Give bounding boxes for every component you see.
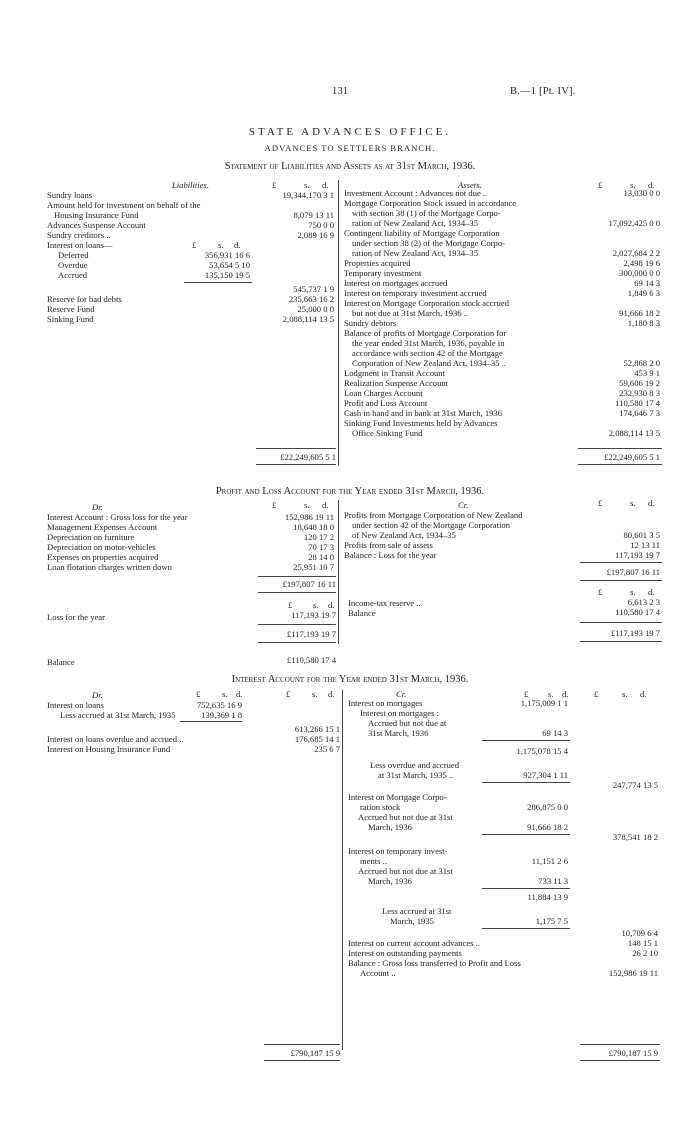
sub-lsd-shilling: s. [548, 689, 554, 699]
liability-amount: 25,000 0 0 [297, 304, 334, 314]
interest-overdue-label: Interest on loans overdue and accrued .. [47, 734, 184, 744]
asset-amount: 110,580 17 4 [615, 398, 660, 408]
total-rule-bottom [580, 641, 662, 642]
assets-heading: Assets. [458, 180, 482, 190]
debit-label: Management Expenses Account [47, 522, 158, 532]
lsd-pound-right: £ [598, 587, 603, 597]
temporary-less-amount: 1,175 7 5 [535, 916, 568, 926]
subtotal-rule [482, 782, 570, 783]
asset-label: Mortgage Corporation Stock issued in accordance [344, 198, 517, 208]
lsd-shilling-left: s. [304, 500, 310, 510]
interest-credit-total: £790,187 15 9 [608, 1048, 658, 1058]
current-account-label: Interest on current account advances .. [348, 938, 480, 948]
total-rule-top [580, 622, 662, 623]
total-rule-top [264, 1044, 340, 1045]
asset-label: Cash in hand and in bank at 31st March, 1936 [344, 408, 503, 418]
asset-amount: 69 14 3 [634, 278, 660, 288]
current-account-amount: 148 15 1 [627, 938, 658, 948]
liability-label: Sundry loans [47, 190, 93, 200]
accrued-label: Accrued but not due at [368, 718, 447, 728]
branch-title: ADVANCES TO SETTLERS BRANCH. [264, 143, 436, 153]
liability-label: Amount held for investment on behalf of the [47, 200, 201, 210]
sub-lsd-pound: £ [192, 240, 197, 250]
liability-label: Reserve for bad debts [47, 294, 122, 304]
liability-amount: 545,737 1 9 [293, 284, 334, 294]
lsd-pound-right: £ [598, 498, 603, 508]
asset-label: accordance with section 42 of the Mortgage [352, 348, 503, 358]
loss-total: £117,193 19 7 [286, 629, 336, 639]
lsd-shilling-left: s. [312, 689, 318, 699]
asset-amount: 2,027,684 2 2 [612, 248, 660, 258]
interest-debit-total: £790,187 15 9 [290, 1048, 340, 1058]
outstanding-payments-label: Interest on outstanding payments [348, 948, 462, 958]
total-rule-top [256, 448, 336, 449]
gross-loss-amount: 152,986 19 11 [608, 968, 658, 978]
total-rule-bottom [580, 1060, 660, 1061]
sub-lsd-pound: £ [524, 689, 529, 699]
debit-amount: 28 14 0 [308, 552, 334, 562]
interest-overdue-amount: 176,685 14 1 [294, 734, 340, 744]
liability-label: Accrued [58, 270, 88, 280]
liability-amount: 235,663 16 2 [288, 294, 334, 304]
subtotal-rule [482, 888, 570, 889]
lsd-pence-right: d. [648, 587, 655, 597]
subtotal-rule [180, 721, 242, 722]
debit-label: Interest Account : Gross loss for the year [47, 512, 188, 522]
debit-amount: 152,986 19 11 [284, 512, 334, 522]
temporary-accrued-date: March, 1936 [368, 876, 412, 886]
asset-label: under section 38 (2) of the Mortgage Corpo- [352, 238, 505, 248]
balance-sheet-divider [338, 180, 339, 466]
dr-heading: Dr. [92, 690, 103, 700]
lsd-shilling-left: s. [304, 180, 310, 190]
temporary-sum: 11,884 13 9 [527, 892, 568, 902]
lsd-pence-left: d. [322, 180, 329, 190]
asset-amount: 300,000 0 0 [619, 268, 660, 278]
interest-mortgages-label: Interest on mortgages [348, 698, 423, 708]
debit-amount: 18,648 18 0 [293, 522, 334, 532]
lsd-shilling-right: s. [630, 180, 636, 190]
asset-amount: 232,930 8 3 [619, 388, 660, 398]
debit-amount: 120 17 2 [303, 532, 334, 542]
cr-heading: Cr. [396, 689, 407, 699]
lsd-pound-right: £ [598, 180, 603, 190]
asset-amount: 13,030 0 0 [623, 188, 660, 198]
profit-loss-credit-total: £197,807 16 11 [606, 567, 660, 577]
lsd-shilling-right: s. [630, 498, 636, 508]
profit-loss-title: Profit and Loss Account for the Year ended 31st March, 1936. [215, 486, 485, 497]
cr-heading: Cr. [458, 500, 469, 510]
credit-amount: 12 13 11 [630, 540, 660, 550]
mortgage-corp-accrued-date: March, 1936 [368, 822, 412, 832]
debit-label: Loan flotation charges written down [47, 562, 172, 572]
liability-amount: 8,079 13 11 [293, 210, 334, 220]
total-rule-top [580, 562, 662, 563]
sub-lsd-shilling: s. [222, 689, 228, 699]
total-rule-top [580, 1044, 660, 1045]
income-tax-reserve-amount: 6,613 2 3 [627, 597, 660, 607]
total-rule-bottom [258, 592, 336, 593]
interest-account-title: Interest Account for the Year ended 31st March, 1936. [231, 674, 469, 685]
outstanding-payments-amount: 26 2 10 [632, 948, 658, 958]
total-rule-top [258, 576, 336, 577]
asset-label: Balance of profits of Mortgage Corporation for [344, 328, 507, 338]
temporary-investments-label-2: ments .. [360, 856, 387, 866]
office-title: STATE ADVANCES OFFICE. [248, 126, 452, 138]
sub-lsd-pence: d. [562, 689, 569, 699]
credit-label: Balance : Loss for the year [344, 550, 437, 560]
asset-label: Realization Suspense Account [344, 378, 449, 388]
sub-lsd-pence: d. [236, 689, 243, 699]
temporary-accrued-label: Accrued but not due at 31st [358, 866, 453, 876]
lsd-pence-left: d. [322, 500, 329, 510]
credit-label: of New Zealand Act, 1934–35 [352, 530, 456, 540]
assets-total: £22,249,605 5 1 [604, 452, 660, 462]
mortgage-interest-label: Interest on mortgages : [360, 708, 439, 718]
asset-amount: 174,646 7 3 [619, 408, 660, 418]
credit-amount: 80,601 3 5 [623, 530, 660, 540]
mortgages-net: 247,774 13 5 [612, 780, 658, 790]
liabilities-heading: Liabilities. [172, 180, 210, 190]
temporary-net: 10,709 6 4 [621, 928, 658, 938]
temporary-less-label: Less accrued at 31st [382, 906, 452, 916]
final-balance-amount: £110,580 17 4 [286, 655, 336, 665]
income-tax-reserve-label: Income-tax reserve .. [348, 598, 421, 608]
liability-amount: 2,088,114 13 5 [282, 314, 334, 324]
liability-label: Advances Suspense Account [47, 220, 146, 230]
liability-label: Interest on loans— [47, 240, 113, 250]
sub-lsd-shilling: s. [218, 240, 224, 250]
asset-label: Lodgment in Transit Account [344, 368, 445, 378]
less-overdue-date: at 31st March, 1935 .. [378, 770, 454, 780]
liability-label: Overdue [58, 260, 88, 270]
asset-label: ration of New Zealand Act, 1934–35 [352, 248, 479, 258]
asset-label: Profit and Loss Account [344, 398, 428, 408]
total-rule-bottom [264, 1060, 340, 1061]
lsd-pound-left: £ [272, 180, 277, 190]
lsd-pound-left: £ [286, 689, 291, 699]
asset-label: Investment Account : Advances not due .. [344, 188, 488, 198]
statement-title: Statement of Liabilities and Assets as at 31st March, 1936. [224, 161, 476, 172]
liability-sub-amount: 53,654 5 10 [209, 260, 250, 270]
asset-label: Interest on Mortgage Corporation stock accrued [344, 298, 509, 308]
lsd-pence-left: d. [328, 600, 335, 610]
temporary-investments-amount: 11,151 2 6 [531, 856, 568, 866]
total-rule-top [258, 624, 336, 625]
liability-amount: 750 0 0 [308, 220, 334, 230]
profit-loss-divider [338, 500, 339, 644]
interest-mortgages-amount: 1,175,009 1 1 [520, 698, 568, 708]
credit-label: Profits from sale of assets [344, 540, 433, 550]
page-number: 131 [332, 86, 349, 97]
debit-label: Expenses on properties acquired [47, 552, 159, 562]
lsd-shilling-left: s. [313, 600, 319, 610]
mortgage-corp-label: Interest on Mortgage Corpo- [348, 792, 447, 802]
asset-label: Sundry debtors [344, 318, 397, 328]
asset-label: Corporation of New Zealand Act, 1934–35 .. [352, 358, 506, 368]
asset-amount: 59,606 19 2 [619, 378, 660, 388]
credit-label: Profits from Mortgage Corporation of New Zealand [344, 510, 523, 520]
asset-label: Properties acquired [344, 258, 411, 268]
asset-amount: 1,180 8 3 [627, 318, 660, 328]
liability-label: Housing Insurance Fund [54, 210, 139, 220]
asset-label: Office Sinking Fund [352, 428, 423, 438]
total-rule-top [578, 448, 662, 449]
mortgage-corp-amount: 286,875 0 0 [527, 802, 568, 812]
interest-on-loans-label: Interest on loans [47, 700, 104, 710]
asset-amount: 1,849 6 3 [627, 288, 660, 298]
accrued-amount: 69 14 3 [542, 728, 568, 738]
subtotal-rule [482, 834, 570, 835]
asset-label: Loan Charges Account [344, 388, 423, 398]
dr-heading: Dr. [92, 502, 103, 512]
net-interest-on-loans: 613,266 15 1 [294, 724, 340, 734]
lsd-pence-right: d. [648, 498, 655, 508]
asset-label: with section 38 (1) of the Mortgage Corpo- [352, 208, 501, 218]
asset-label: Interest on temporary investment accrued [344, 288, 487, 298]
credit-amount: 117,193 19 7 [615, 550, 660, 560]
loss-for-year-label: Loss for the year [47, 612, 105, 622]
interest-housing-amount: 235 6 7 [314, 744, 340, 754]
final-balance-label: Balance [47, 657, 75, 667]
asset-label: Interest on mortgages accrued [344, 278, 448, 288]
interest-housing-label: Interest on Housing Insurance Fund [47, 744, 171, 754]
asset-label: Temporary investment [344, 268, 422, 278]
asset-amount: 2,498 19 6 [623, 258, 660, 268]
sub-lsd-pound: £ [196, 689, 201, 699]
less-overdue-label: Less overdue and accrued [370, 760, 459, 770]
lsd-pound-left: £ [272, 500, 277, 510]
temporary-investments-label: Interest on temporary invest- [348, 846, 448, 856]
document-reference: B.—1 [Pt. IV]. [510, 86, 576, 97]
mortgages-sum: 1,175,078 15 4 [516, 746, 568, 756]
lsd-pence-right: d. [640, 689, 647, 699]
subtotal-rule [482, 928, 570, 929]
debit-label: Depreciation on motor-vehicles [47, 542, 156, 552]
asset-label: Sinking Fund Investments held by Advances [344, 418, 498, 428]
lsd-pence-left: d. [328, 689, 335, 699]
interest-account-divider [342, 690, 343, 1050]
less-accrued-amount: 139,369 1 8 [201, 710, 242, 720]
debit-label: Depreciation on furniture [47, 532, 135, 542]
lsd-shilling-right: s. [630, 587, 636, 597]
liability-label: Sinking Fund [47, 314, 94, 324]
asset-label: the year ended 31st March, 1936, payable in [352, 338, 505, 348]
temporary-less-date: March, 1935 [390, 916, 434, 926]
asset-label: ration of New Zealand Act, 1934–35 [352, 218, 479, 228]
asset-amount: 2,088,114 13 5 [608, 428, 660, 438]
asset-label: Contingent liability of Mortgage Corporation [344, 228, 500, 238]
mortgage-corp-accrued-label: Accrued but not due at 31st [358, 812, 453, 822]
gross-loss-label-2: Account .. [360, 968, 396, 978]
liability-amount: 19,344,170 3 1 [282, 190, 334, 200]
liability-label: Sundry creditors .. [47, 230, 111, 240]
asset-amount: 453 9 1 [634, 368, 660, 378]
gross-loss-label: Balance : Gross loss transferred to Profit and Loss [348, 958, 521, 968]
liabilities-total: £22,249,605 5 1 [280, 452, 336, 462]
mortgage-corp-label-2: ration stock [360, 802, 401, 812]
lsd-pound-left: £ [288, 600, 293, 610]
asset-amount: 52,868 2 0 [623, 358, 660, 368]
lsd-pound-right: £ [594, 689, 599, 699]
mortgage-corp-net: 378,541 18 2 [612, 832, 658, 842]
liability-amount: 2,089 16 9 [297, 230, 334, 240]
mortgage-corp-accrued-amount: 91,666 18 2 [527, 822, 568, 832]
less-overdue-amount: 927,304 1 11 [523, 770, 568, 780]
total-rule-bottom [580, 580, 662, 581]
subtotal-rule [482, 740, 570, 741]
liability-label: Reserve Fund [47, 304, 95, 314]
debit-amount: 25,951 10 7 [293, 562, 334, 572]
interest-on-loans-amount: 752,635 16 9 [196, 700, 242, 710]
liability-sub-amount: 356,931 16 6 [204, 250, 250, 260]
lsd-pence-right: d. [648, 180, 655, 190]
credit-second-total: £117,193 19 7 [610, 628, 660, 638]
accrued-date-label: 31st March, 1936 [368, 728, 429, 738]
credit-label: under section 42 of the Mortgage Corporation [352, 520, 510, 530]
asset-label: but not due at 31st March, 1936 .. [352, 308, 468, 318]
liability-sub-amount: 135,150 19 5 [204, 270, 250, 280]
sub-lsd-pence: d. [234, 240, 241, 250]
balance-label: Balance [348, 608, 376, 618]
less-accrued-label: Less accrued at 31st March, 1935 [60, 710, 176, 720]
asset-amount: 91,666 18 2 [619, 308, 660, 318]
total-rule-bottom [256, 464, 336, 465]
debit-amount: 70 17 3 [308, 542, 334, 552]
balance-amount: 110,580 17 4 [615, 607, 660, 617]
asset-amount: 17,092,425 0 0 [608, 218, 660, 228]
subtotal-rule [184, 282, 252, 283]
total-rule-bottom [258, 642, 336, 643]
loss-for-year-amount: 117,193 19 7 [291, 610, 336, 620]
lsd-shilling-right: s. [622, 689, 628, 699]
profit-loss-debit-total: £197,807 16 11 [282, 579, 336, 589]
total-rule-bottom [578, 464, 662, 465]
temporary-accrued-amount: 733 11 3 [538, 876, 568, 886]
liability-label: Deferred [58, 250, 89, 260]
